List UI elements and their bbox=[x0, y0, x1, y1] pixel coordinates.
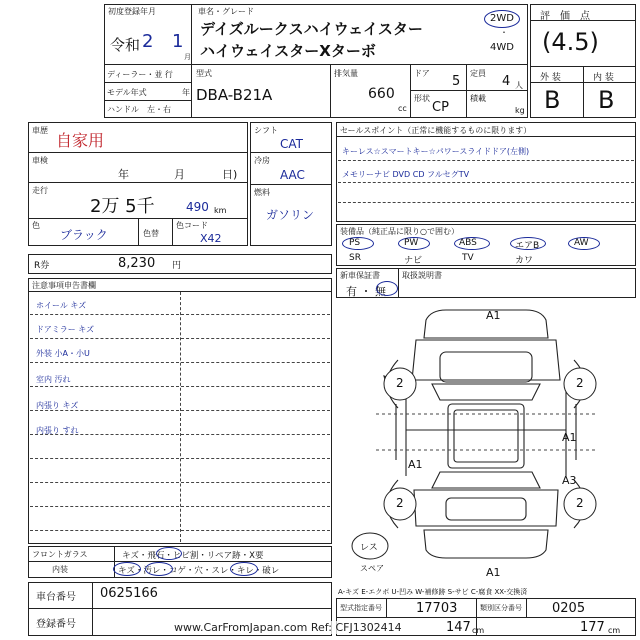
color-label: 色 bbox=[32, 221, 40, 230]
reg-month: 1 bbox=[172, 31, 184, 52]
dealer-label: ディーラー・並 行 bbox=[107, 70, 173, 79]
capacity: 4 bbox=[502, 74, 511, 89]
handle-label: ハンドル 左・右 bbox=[107, 105, 171, 114]
fuel-label: 燃料 bbox=[254, 188, 270, 197]
month-unit: 月 bbox=[184, 53, 191, 61]
recycle-label: R券 bbox=[34, 261, 50, 271]
insp-month: 月 bbox=[174, 168, 185, 181]
exterior-label: 外 装 bbox=[540, 73, 561, 83]
car-name-line1: デイズルークスハイウェイスター bbox=[200, 20, 423, 38]
exterior-grade: B bbox=[544, 86, 561, 114]
score-label: 評 価 点 bbox=[540, 11, 590, 22]
displacement-label: 排気量 bbox=[334, 69, 358, 78]
km-unit: km bbox=[214, 206, 227, 215]
equip-abs: ABS bbox=[459, 238, 477, 248]
model-year-unit: 年 bbox=[182, 88, 190, 97]
front-glass-text: キズ・飛石・ヒビ割・リペア跡・X要 bbox=[122, 551, 264, 561]
spare-circle-text: レス bbox=[360, 543, 378, 553]
equipment-title: 装備品（純正品に限り○で囲む） bbox=[340, 227, 459, 236]
warranty-title: 新車保証書 bbox=[340, 271, 380, 280]
reg-year: 2 bbox=[142, 31, 154, 52]
wheel-rl: 2 bbox=[396, 496, 404, 510]
ac-value: AAC bbox=[280, 168, 305, 182]
drive-4wd: 4WD bbox=[490, 42, 514, 53]
load-label: 積載 bbox=[470, 94, 486, 103]
color-code-label: 色コード bbox=[176, 221, 208, 230]
damage-legend: A-キズ E-エクボ U-凹み W-補修跡 S-サビ C-腐食 XX-交換済 bbox=[338, 588, 528, 596]
capacity-unit: 人 bbox=[515, 81, 523, 90]
mileage-label: 走行 bbox=[32, 186, 48, 195]
reg-label: 登録番号 bbox=[36, 619, 76, 630]
equip-aw: AW bbox=[574, 238, 589, 248]
mileage-main: 2万 5千 bbox=[90, 196, 155, 217]
interior-glass-text: キズ・汚レ・コゲ・穴・スレ・キレ・破レ bbox=[118, 566, 280, 576]
car-name-line2: ハイウェイスターXターボ bbox=[200, 42, 376, 60]
insp-year: 年 bbox=[118, 168, 129, 181]
type-label: 型式 bbox=[196, 69, 212, 78]
wheel-rr: 2 bbox=[576, 496, 584, 510]
color-code: X42 bbox=[200, 232, 222, 245]
length-unit: cm bbox=[608, 626, 621, 635]
capacity-label: 定員 bbox=[470, 69, 486, 78]
use-value: 自家用 bbox=[56, 131, 105, 150]
front-glass-label: フロントガラス bbox=[32, 550, 88, 559]
sales-title: セールスポイント（正常に機能するものに限ります） bbox=[340, 126, 532, 135]
equip-tv: TV bbox=[462, 253, 474, 263]
car-diagram bbox=[336, 300, 636, 584]
color-change-label: 色替 bbox=[143, 229, 159, 238]
note-line: 室内 汚れ bbox=[36, 375, 71, 384]
door-label: ドア bbox=[414, 69, 430, 78]
damage-left-side: A1 bbox=[408, 458, 423, 471]
warranty-value: 有 ・ 無 bbox=[346, 285, 386, 298]
use-label: 車歴 bbox=[32, 126, 48, 135]
inspection-label: 車検 bbox=[32, 156, 48, 165]
length-value: 177 bbox=[580, 620, 605, 635]
insp-day: 日) bbox=[222, 168, 238, 181]
chassis-value: 0625166 bbox=[100, 586, 158, 601]
color-value: ブラック bbox=[60, 228, 108, 242]
damage-right-rear: A3 bbox=[562, 474, 577, 487]
first-reg-label: 初度登録年月 bbox=[108, 7, 156, 16]
model-spec-label: 型式指定番号 bbox=[340, 604, 382, 612]
class-label: 類別区分番号 bbox=[480, 604, 522, 612]
watermark: www.CarFromJapan.com Ref: CFJ1302414 bbox=[174, 621, 402, 634]
model-code: DBA-B21A bbox=[196, 86, 273, 104]
model-year-label: モデル年式 bbox=[107, 88, 147, 97]
shape: CP bbox=[432, 100, 449, 115]
carname-label: 車名・グレード bbox=[198, 7, 254, 16]
sales-line2: メモリーナビ DVD CD フルセグTV bbox=[342, 170, 470, 179]
wheel-fr: 2 bbox=[576, 376, 584, 390]
displacement: 660 bbox=[368, 86, 395, 102]
drive-dot: ・ bbox=[500, 28, 508, 37]
equip-ps: PS bbox=[349, 238, 361, 248]
fuel-value: ガソリン bbox=[266, 208, 315, 222]
manual-label: 取扱説明書 bbox=[402, 271, 442, 280]
recycle-unit: 円 bbox=[172, 261, 182, 271]
interior-glass-label: 内装 bbox=[52, 565, 68, 574]
interior-label: 内 装 bbox=[593, 73, 614, 83]
height-value: 147 bbox=[446, 620, 471, 635]
drive-2wd: 2WD bbox=[490, 13, 514, 24]
damage-right-side: A1 bbox=[562, 431, 577, 444]
shift-label: シフト bbox=[254, 126, 278, 135]
sales-line1: キーレス☆スマートキー☆パワースライドドア(左側) bbox=[342, 147, 530, 156]
shape-label: 形状 bbox=[414, 94, 430, 103]
equip-leather: カワ bbox=[515, 256, 534, 266]
era: 令和 bbox=[110, 36, 141, 54]
height-unit: cm bbox=[472, 626, 485, 635]
note-line: 内張り すれ bbox=[36, 426, 79, 435]
kg-unit: kg bbox=[515, 106, 525, 115]
damage-top: A1 bbox=[486, 309, 501, 322]
equip-airbag: エアB bbox=[515, 241, 540, 251]
note-line: 外装 小A・小U bbox=[36, 349, 90, 358]
class-value: 0205 bbox=[552, 601, 586, 616]
shift-value: CAT bbox=[280, 137, 303, 151]
mileage-sub: 490 bbox=[186, 200, 209, 214]
wheel-fl: 2 bbox=[396, 376, 404, 390]
equip-navi: ナビ bbox=[404, 256, 423, 266]
note-line: 内張り キズ bbox=[36, 401, 79, 410]
cc-unit: cc bbox=[398, 104, 407, 113]
interior-grade: B bbox=[598, 86, 615, 114]
ac-label: 冷房 bbox=[254, 156, 270, 165]
doors: 5 bbox=[452, 74, 461, 89]
spare-label: スペア bbox=[360, 564, 384, 573]
score-value: (4.5) bbox=[542, 28, 599, 56]
equip-sr: SR bbox=[349, 253, 361, 263]
damage-bottom: A1 bbox=[486, 566, 501, 579]
equip-pw: PW bbox=[404, 238, 419, 248]
notes-title: 注意事項申告書欄 bbox=[32, 281, 96, 290]
recycle-amount: 8,230 bbox=[118, 256, 156, 271]
note-line: ホイール キズ bbox=[36, 301, 87, 310]
chassis-label: 車台番号 bbox=[36, 592, 76, 603]
model-spec-value: 17703 bbox=[416, 601, 458, 616]
note-line: ドアミラー キズ bbox=[36, 325, 95, 334]
